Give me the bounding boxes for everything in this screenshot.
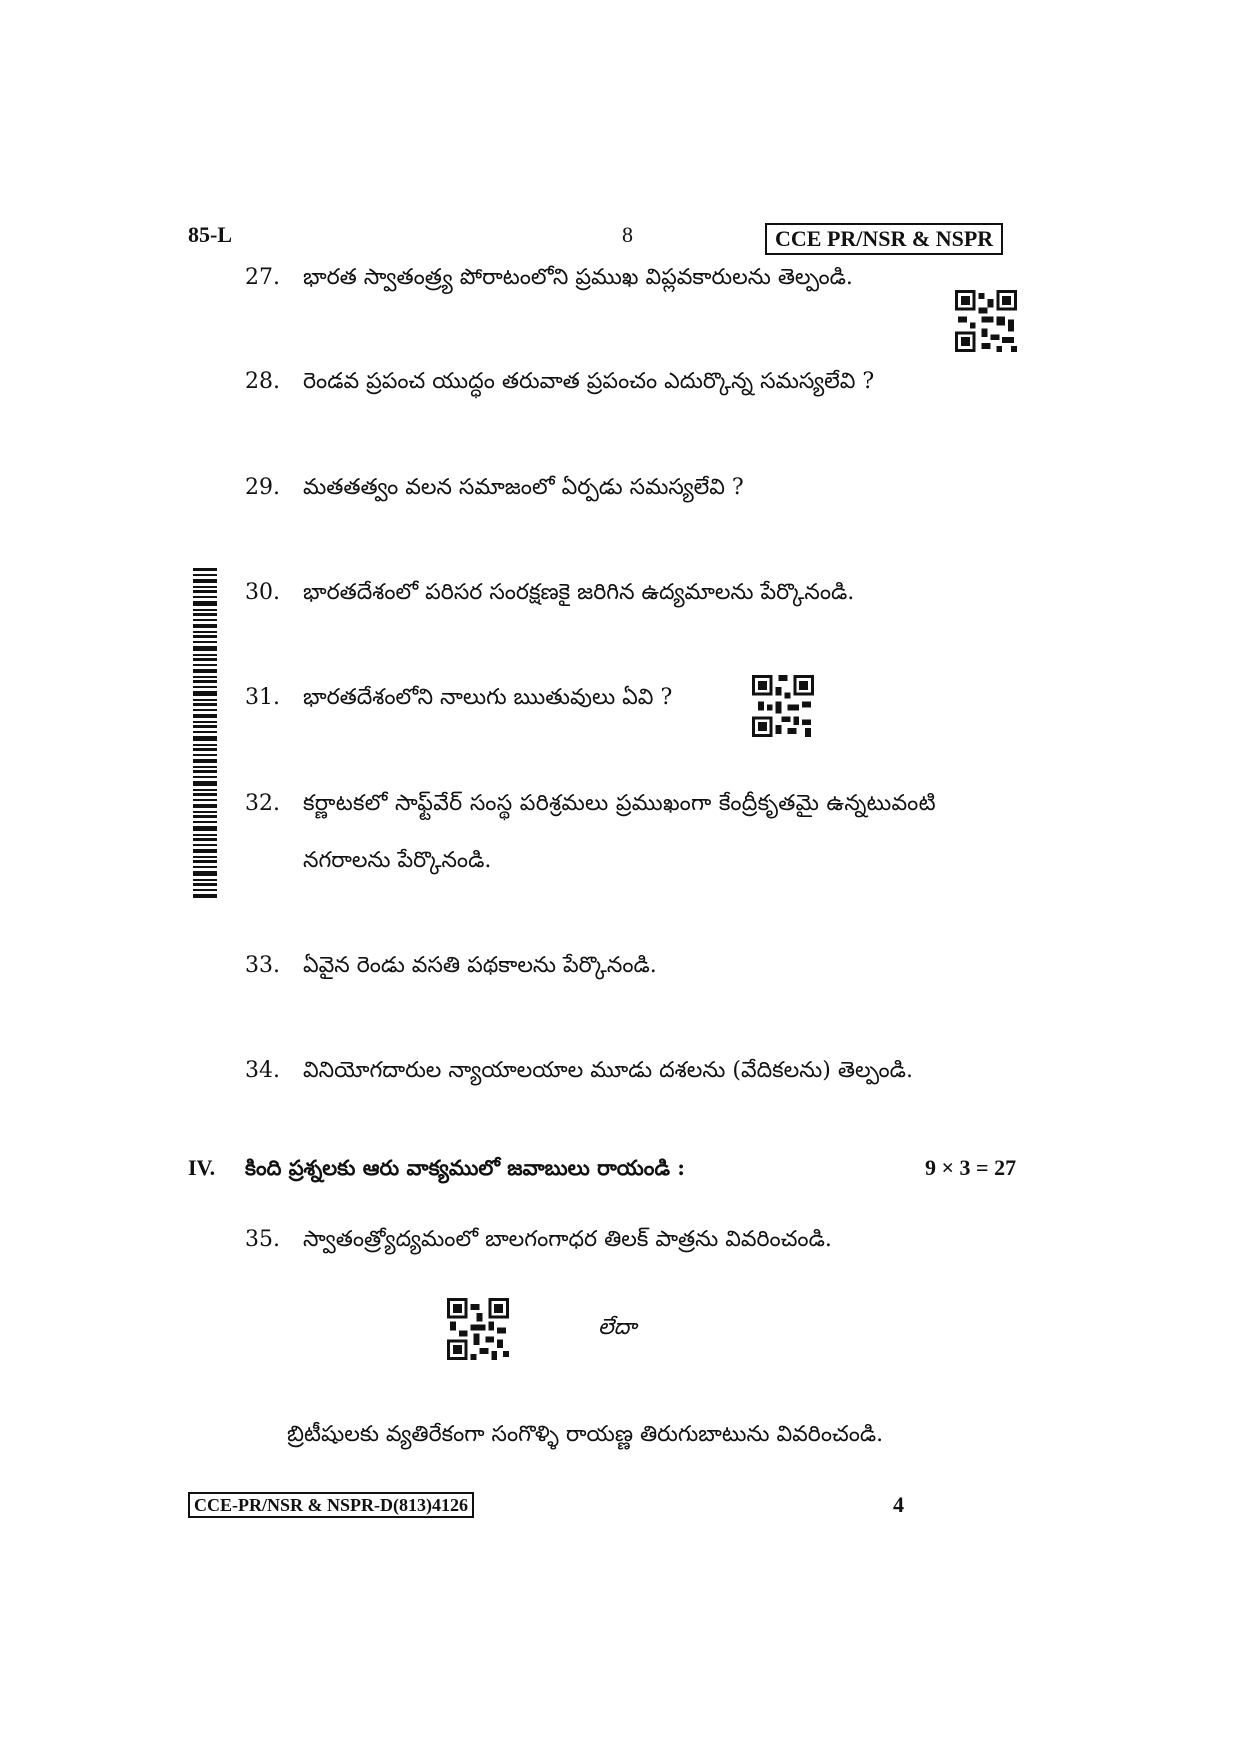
question-text: భారతదేశంలోని నాలుగు ఋతువులు ఏవి ?: [303, 685, 673, 710]
question-29: [245, 473, 744, 503]
question-number: 34.: [245, 1058, 280, 1083]
question-text: కర్ణాటకలో సాఫ్ట్‌వేర్ సంస్థ పరిశ్రమలు ప్రముఖంగా కేంద్రీకృతమై ఉన్నటువంటి: [303, 791, 936, 816]
question-text: స్వాతంత్ర్యోద్యమంలో బాలగంగాధర తిలక్ పాత్రను వివరించండి.: [303, 1227, 832, 1252]
question-27: [245, 263, 853, 293]
question-text: వినియోగదారుల న్యాయాలయాల మూడు దశలను (వేదికలను) తెల్పండి.: [303, 1058, 913, 1083]
qr-code: [752, 675, 814, 737]
question-number: 32.: [245, 791, 280, 816]
question-text: మతతత్వం వలన సమాజంలో ఏర్పడు సమస్యలేవి ?: [303, 475, 744, 500]
paper-code: 85-L: [188, 222, 232, 247]
qr-code: [447, 1298, 509, 1360]
section-label: IV.: [188, 1155, 216, 1180]
question-31: [245, 683, 672, 713]
or-label: లేదా: [598, 1315, 637, 1340]
question-text: ఏవైన రెండు వసతి పథకాలను పేర్కొనండి.: [303, 953, 657, 978]
footer-code-box: CCE-PR/NSR & NSPR-D(813)4126: [188, 1492, 474, 1518]
question-number: 28.: [245, 369, 280, 394]
question-text: రెండవ ప్రపంచ యుద్ధం తరువాత ప్రపంచం ఎదుర్కొన్న సమస్యలేవి ?: [303, 369, 875, 394]
question-28: [245, 367, 874, 397]
question-text: భారతదేశంలో పరిసర సంరక్షణకై జరిగిన ఉద్యమాలను పేర్కొనండి.: [303, 580, 855, 605]
page-number-top: 8: [622, 222, 633, 247]
question-number: 31.: [245, 685, 280, 710]
question-33: [245, 951, 657, 981]
question-number: 35.: [245, 1227, 280, 1252]
exam-code-box: CCE PR/NSR & NSPR: [765, 223, 1003, 255]
page-number-bottom: 4: [893, 1492, 904, 1517]
question-35-alternative: బ్రిటీషులకు వ్యతిరేకంగా సంగొళ్ళి రాయణ్ణ తిరుగుబాటును వివరించండి.: [287, 1422, 884, 1447]
section-instruction: కింది ప్రశ్నలకు ఆరు వాక్యములో జవాబులు రాయండి :: [245, 1155, 686, 1180]
question-34: [245, 1056, 913, 1086]
question-35: [245, 1225, 832, 1255]
question-number: 33.: [245, 953, 280, 978]
question-30: [245, 578, 854, 608]
qr-code: [955, 290, 1017, 352]
barcode: [193, 568, 217, 898]
question-text: భారత స్వాతంత్ర్య పోరాటంలోని ప్రముఖ విప్లవకారులను తెల్పండి.: [303, 265, 853, 290]
question-number: 29.: [245, 475, 280, 500]
section-marks: 9 × 3 = 27: [925, 1155, 1017, 1180]
question-number: 27.: [245, 265, 280, 290]
question-32: [245, 789, 936, 819]
question-32-continuation: నగరాలను పేర్కొనండి.: [303, 848, 492, 873]
question-number: 30.: [245, 580, 280, 605]
